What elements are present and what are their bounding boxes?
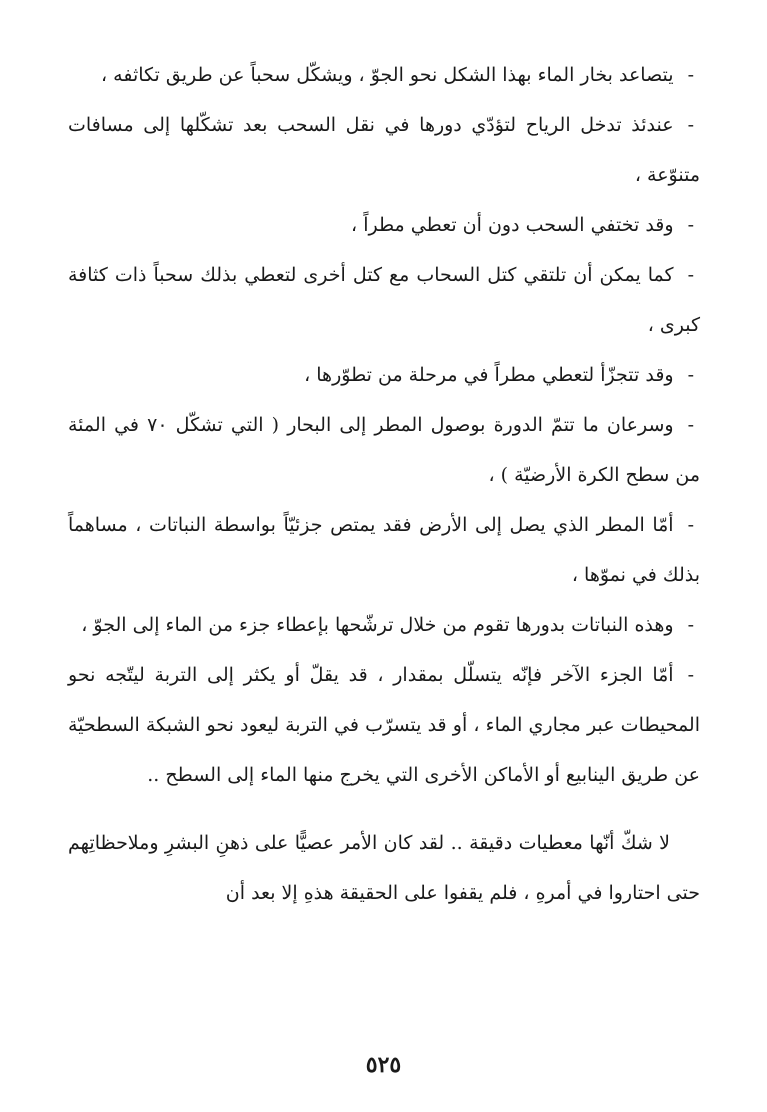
list-item [68,600,700,650]
bullet-dash: - [687,64,694,86]
bullet-dash: - [687,614,694,636]
list-item [68,200,700,250]
list-item [68,400,700,500]
bullet-dash: - [687,414,694,436]
list-item-text: وهذه النباتات بدورها تقوم من خلال ترشّحها بإعطاء جزء من الماء إلى الجوّ ، [81,614,674,636]
list-item-text: أمّا المطر الذي يصل إلى الأرض فقد يمتص جزئيّاً بواسطة النباتات ، مساهماً بذلك في نموّها ، [68,514,700,586]
list-item-text: أمّا الجزء الآخر فإنّه يتسلّل بمقدار ، قد يقلّ أو يكثر إلى التربة ليتّجه نحو المحيطات عبر مجاري الماء ، أو قد يتسرّب في التربة ليعود نحو الشبكة السطحيّة عن طريق الينابيع أو الأماكن الأخرى التي يخرج منها الماء إلى السطح .. [68,664,700,786]
bullet-dash: - [687,514,694,536]
list-item-text: يتصاعد بخار الماء بهذا الشكل نحو الجوّ ، ويشكّل سحباً عن طريق تكاثفه ، [100,64,674,86]
bullet-dash: - [687,264,694,286]
list-item [68,500,700,600]
bullet-dash: - [687,364,694,386]
bullet-dash: - [687,664,694,686]
list-item [68,50,700,100]
list-item-text: كما يمكن أن تلتقي كتل السحاب مع كتل أخرى لتعطي بذلك سحباً ذات كثافة كبرى ، [68,264,700,336]
page-number: ٥٢٥ [365,1052,402,1078]
list-item [68,250,700,350]
list-item-text: عندئذ تدخل الرياح لتؤدّي دورها في نقل السحب بعد تشكّلها إلى مسافات متنوّعة ، [68,114,700,186]
list-item [68,100,700,200]
list-item [68,350,700,400]
bullet-list [68,50,700,800]
bullet-dash: - [687,114,694,136]
bullet-dash: - [687,214,694,236]
page-body [68,50,700,937]
closing-paragraph: لا شكّ أنّها معطيات دقيقة .. لقد كان الأمر عصيًّا على ذهنِ البشرِ وملاحظاتِهم حتى احتاروا في أمرهِ ، فلم يقفوا على الحقيقة هذهِ إلا بعد أن [68,832,700,904]
list-item-text: وقد تتجزّأ لتعطي مطراً في مرحلة من تطوّرها ، [304,364,674,386]
list-item [68,650,700,800]
list-item-text: وسرعان ما تتمّ الدورة بوصول المطر إلى البحار ( التي تشكّل ٧٠ في المئة من سطح الكرة الأرضيّة ) ، [68,414,700,486]
list-item-text: وقد تختفي السحب دون أن تعطي مطراً ، [351,214,674,236]
